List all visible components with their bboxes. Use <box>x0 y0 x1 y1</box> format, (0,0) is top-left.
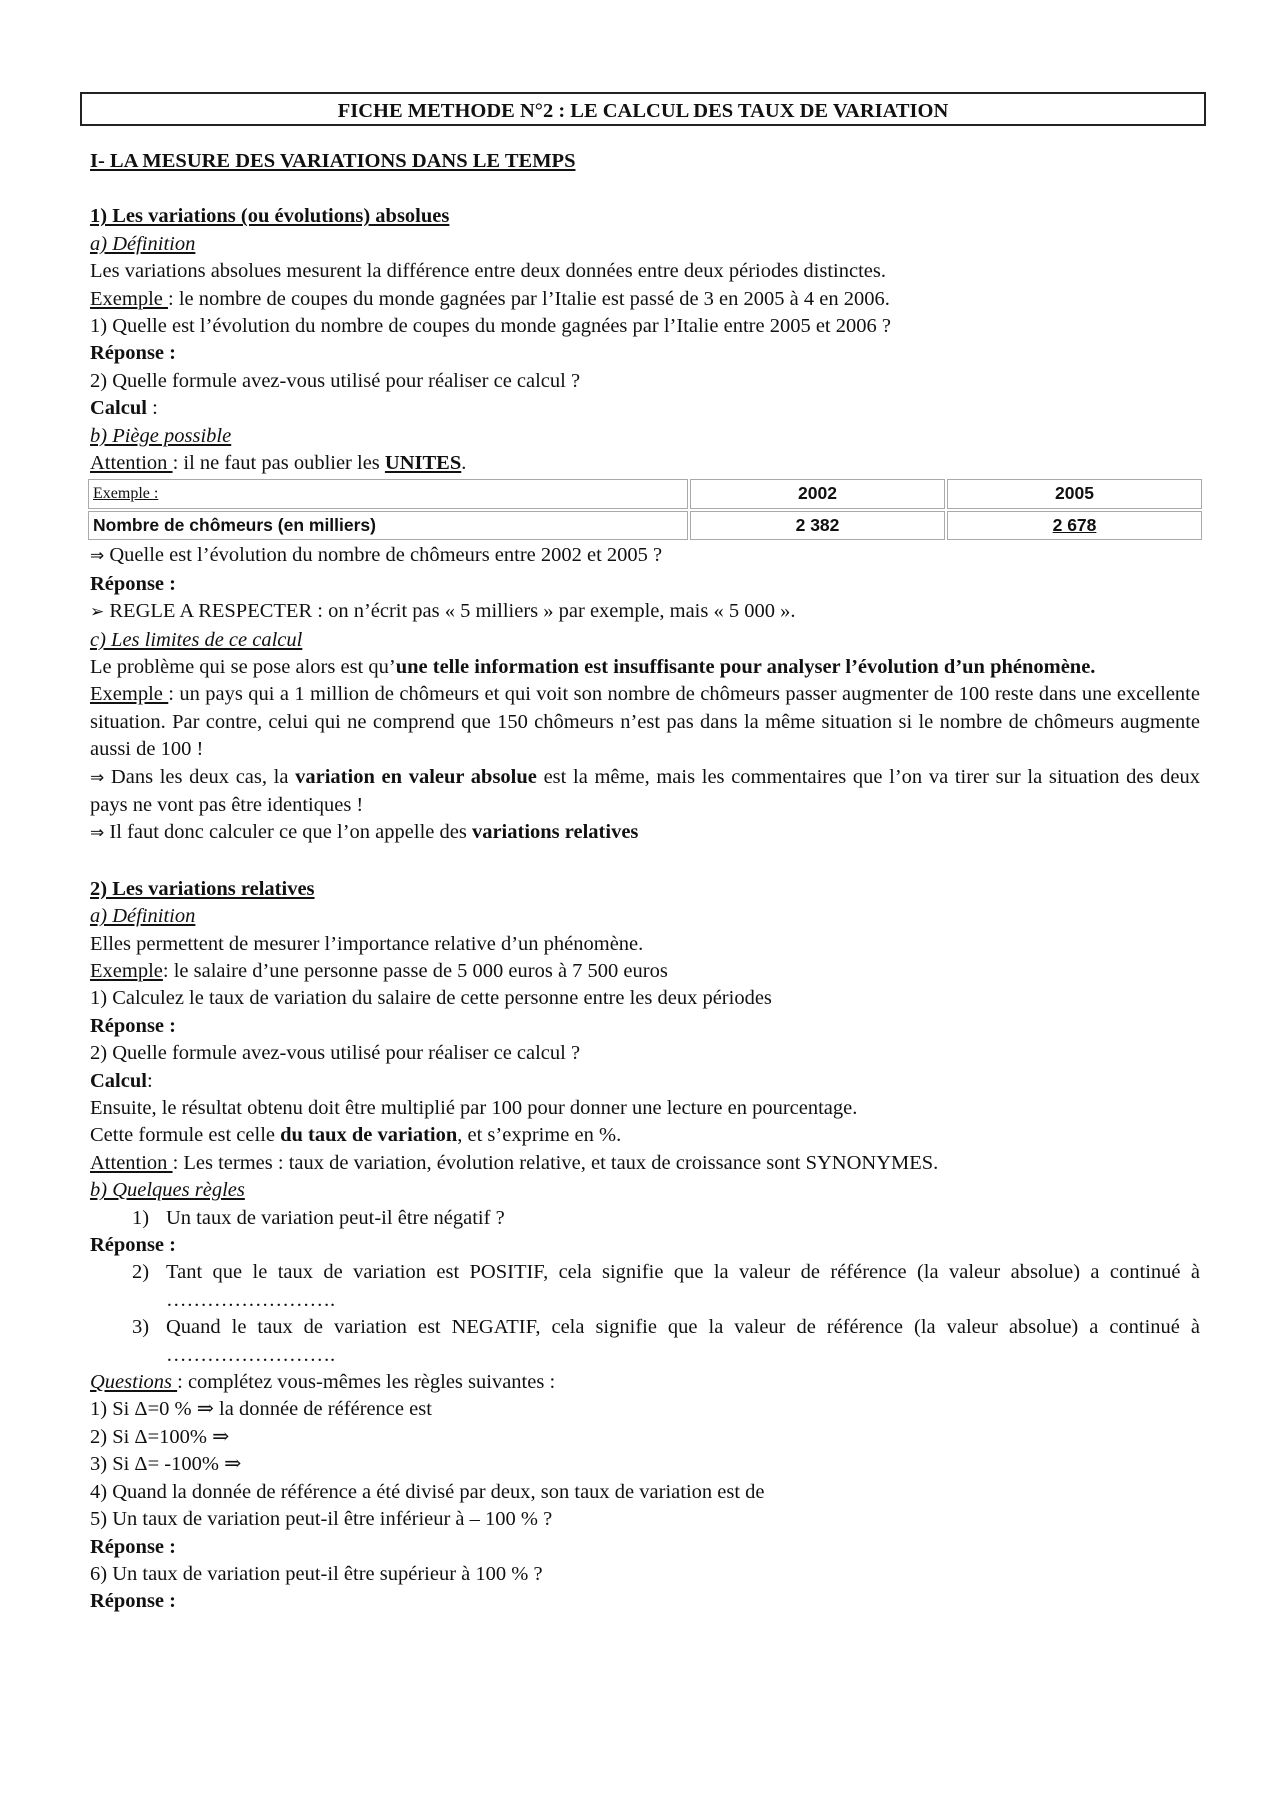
definition-text: Les variations absolues mesurent la différence entre deux données entre deux périodes distinctes. <box>90 260 886 283</box>
table-row <box>88 511 1202 540</box>
arrow-icon: ⇒ <box>90 546 105 567</box>
subsection-definition: a) Définition <box>90 232 196 255</box>
question-1: 1) Quelle est l’évolution du nombre de coupes du monde gagnées par l’Italie entre 2005 et 2006 ? <box>90 315 891 338</box>
ensuite-text: Ensuite, le résultat obtenu doit être multiplié par 100 pour donner une lecture en pourcentage. <box>90 1097 858 1119</box>
list-item: 3) Quand le taux de variation est NEGATIF, cela signifie que la valeur de référence (la valeur absolue) a continué à ……………………. <box>132 1316 1200 1366</box>
subsection-rules: b) Quelques règles <box>90 1179 245 1202</box>
section-heading-relative: 2) Les variations relatives <box>90 877 315 900</box>
question-list-item: 2) Si Δ=100% ⇒ <box>90 1425 230 1448</box>
arrowhead-bullet-icon: ➢ <box>90 602 105 623</box>
example-table <box>86 477 1204 542</box>
arrow-icon: ⇒ <box>90 823 105 844</box>
attention-line: Attention : Les termes : taux de variation, évolution relative, et taux de croissance sont SYNONYMES. <box>90 1151 939 1174</box>
table-col-2002: 2002 <box>690 479 945 508</box>
calcul-line: Calcul : <box>90 397 158 420</box>
question-2: 2) Quelle formule avez-vous utilisé pour réaliser ce calcul ? <box>90 1042 581 1065</box>
conclusion-1: ⇒ Dans les deux cas, la variation en valeur absolue est la même, mais les commentaires que l’on va tirer sur la situation des deux pays ne vont pas être identiques ! <box>90 765 1200 816</box>
list-item: 1) Un taux de variation peut-il être négatif ? <box>132 1206 505 1229</box>
subsection-definition: a) Définition <box>90 905 196 928</box>
section-heading-absolute: 1) Les variations (ou évolutions) absolues <box>90 205 450 228</box>
table-value-2002: 2 382 <box>690 511 945 540</box>
example-line: Exemple : le nombre de coupes du monde gagnées par l’Italie est passé de 3 en 2005 à 4 en 2006. <box>90 287 890 310</box>
question-list-item: 6) Un taux de variation peut-il être supérieur à 100 % ? <box>90 1562 543 1585</box>
questions-intro: Questions : complétez vous-mêmes les règles suivantes : <box>90 1371 556 1394</box>
formula-text: Cette formule est celle du taux de variation, et s’exprime en %. <box>90 1124 622 1147</box>
conclusion-2: ⇒ Il faut donc calculer ce que l’on appelle des variations relatives <box>90 821 639 844</box>
calcul-line: Calcul: <box>90 1069 153 1092</box>
answer-label: Réponse : <box>90 1014 176 1037</box>
arrow-icon: ⇒ <box>90 767 105 788</box>
question-list-item: 4) Quand la donnée de référence a été divisé par deux, son taux de variation est de <box>90 1480 765 1503</box>
table-corner: Exemple : <box>88 479 688 508</box>
example-2: Exemple : un pays qui a 1 million de chômeurs et qui voit son nombre de chômeurs passer augmenter de 100 reste dans une excellente situation. Par contre, celui qui ne comprend que 150 chômeurs n’est pas dans la même situation si le nombre de chômeurs augmente aussi de 100 ! <box>90 683 1200 761</box>
example-line: Exemple: le salaire d’une personne passe de 5 000 euros à 7 500 euros <box>90 959 668 982</box>
answer-label: Réponse : <box>90 1234 176 1257</box>
question-3: ⇒ Quelle est l’évolution du nombre de chômeurs entre 2002 et 2005 ? <box>90 544 663 567</box>
table-row-label: Nombre de chômeurs (en milliers) <box>88 511 688 540</box>
limits-text: Le problème qui se pose alors est qu’une telle information est insuffisante pour analyser l’évolution d’un phénomène. <box>90 655 1096 678</box>
attention-line: Attention : il ne faut pas oublier les UNITES. <box>90 452 467 475</box>
question-2: 2) Quelle formule avez-vous utilisé pour réaliser ce calcul ? <box>90 369 581 392</box>
subsection-limits: c) Les limites de ce calcul <box>90 628 303 651</box>
subsection-trap: b) Piège possible <box>90 424 232 447</box>
answer-label: Réponse : <box>90 342 176 365</box>
table-value-2005: 2 678 <box>947 511 1202 540</box>
question-list-item: 1) Si Δ=0 % ⇒ la donnée de référence est <box>90 1398 432 1421</box>
question-list-item: 3) Si Δ= -100% ⇒ <box>90 1453 242 1476</box>
answer-label: Réponse : <box>90 572 176 595</box>
rules-list <box>132 1259 1200 1369</box>
question-list-item: 5) Un taux de variation peut-il être inférieur à – 100 % ? <box>90 1508 553 1531</box>
page-title: FICHE METHODE N°2 : LE CALCUL DES TAUX DE VARIATION <box>80 92 1206 126</box>
rule-line: ➢ REGLE A RESPECTER : on n’écrit pas « 5 milliers » par exemple, mais « 5 000 ». <box>90 600 796 623</box>
answer-label: Réponse : <box>90 1535 176 1558</box>
part-heading: I- LA MESURE DES VARIATIONS DANS LE TEMPS <box>90 150 576 172</box>
table-col-2005: 2005 <box>947 479 1202 508</box>
list-item: 2) Tant que le taux de variation est POSITIF, cela signifie que la valeur de référence (la valeur absolue) a continué à ……………………. <box>132 1261 1200 1311</box>
definition-text: Elles permettent de mesurer l’importance relative d’un phénomène. <box>90 932 644 955</box>
question-1: 1) Calculez le taux de variation du salaire de cette personne entre les deux périodes <box>90 987 772 1010</box>
rules-list <box>132 1205 1200 1232</box>
document-page <box>90 92 1200 1616</box>
answer-label: Réponse : <box>90 1590 176 1613</box>
table-header-row <box>88 479 1202 508</box>
